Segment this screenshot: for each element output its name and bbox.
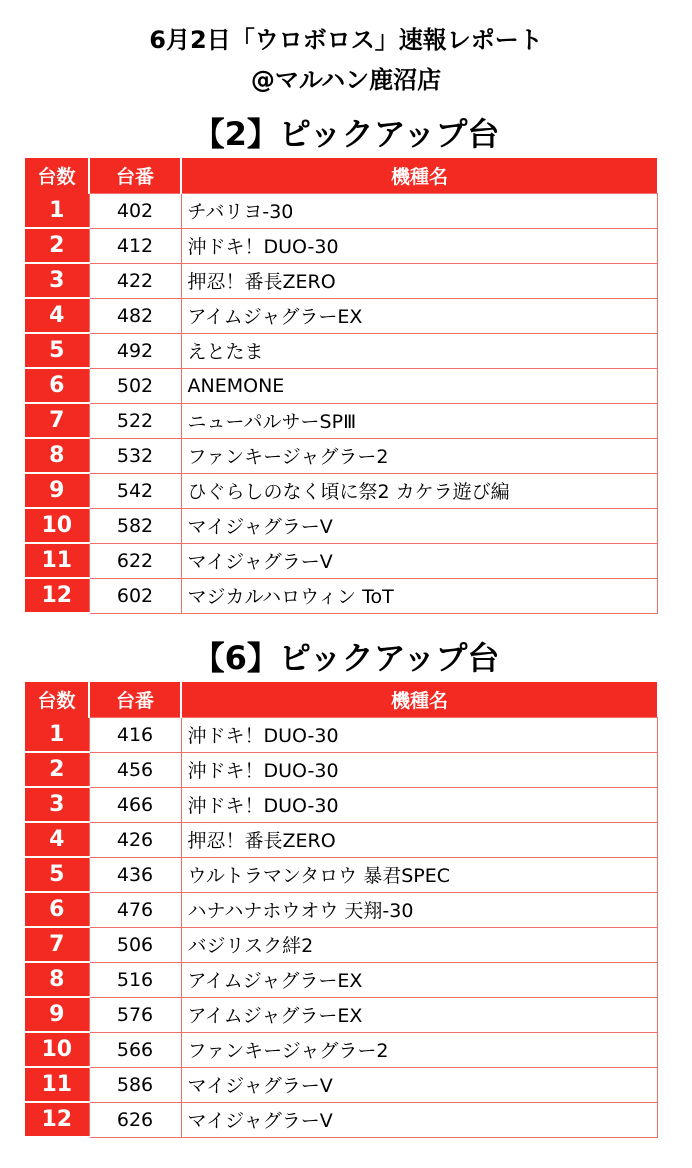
- machine-number-cell: 456: [89, 752, 181, 787]
- report-title: 6月2日「ウロボロス」速報レポート: [149, 26, 543, 54]
- rank-cell: 6: [25, 892, 89, 927]
- header-model: 機種名: [181, 158, 657, 193]
- machine-number-cell: 622: [89, 543, 181, 578]
- machine-number-cell: 522: [89, 403, 181, 438]
- machine-number-cell: 436: [89, 857, 181, 892]
- rank-cell: 7: [25, 927, 89, 962]
- table-row: [25, 857, 657, 892]
- model-name-cell: ウルトラマンタロウ 暴君SPEC: [181, 857, 657, 892]
- table-row: [25, 193, 657, 228]
- table-row: [25, 438, 657, 473]
- model-name-cell: ANEMONE: [181, 368, 657, 403]
- rank-cell: 1: [25, 193, 89, 228]
- machine-number-cell: 492: [89, 333, 181, 368]
- rank-cell: 8: [25, 438, 89, 473]
- table-header-row: [25, 682, 657, 717]
- model-name-cell: マイジャグラーV: [181, 1067, 657, 1102]
- machine-number-cell: 466: [89, 787, 181, 822]
- table-row: [25, 228, 657, 263]
- table-row: [25, 368, 657, 403]
- model-name-cell: ニューパルサーSPⅢ: [181, 403, 657, 438]
- machine-number-cell: 412: [89, 228, 181, 263]
- model-name-cell: マイジャグラーV: [181, 543, 657, 578]
- machine-number-cell: 576: [89, 997, 181, 1032]
- machine-number-cell: 542: [89, 473, 181, 508]
- header-machine: 台番: [89, 682, 181, 717]
- model-name-cell: 沖ドキ！DUO-30: [181, 228, 657, 263]
- rank-cell: 10: [25, 1032, 89, 1067]
- table-row: [25, 822, 657, 857]
- rank-cell: 2: [25, 228, 89, 263]
- rank-cell: 8: [25, 962, 89, 997]
- header-rank: 台数: [25, 682, 89, 717]
- model-name-cell: ファンキージャグラー2: [181, 1032, 657, 1067]
- table-row: [25, 1067, 657, 1102]
- model-name-cell: チバリヨ-30: [181, 193, 657, 228]
- table-row: [25, 787, 657, 822]
- table-row: [25, 333, 657, 368]
- table-row: [25, 962, 657, 997]
- rank-cell: 9: [25, 473, 89, 508]
- model-name-cell: ハナハナホウオウ 天翔-30: [181, 892, 657, 927]
- machine-number-cell: 402: [89, 193, 181, 228]
- model-name-cell: 押忍！番長ZERO: [181, 822, 657, 857]
- table-row: [25, 1032, 657, 1067]
- model-name-cell: バジリスク絆2: [181, 927, 657, 962]
- rank-cell: 5: [25, 333, 89, 368]
- rank-cell: 1: [25, 717, 89, 752]
- table-body-2: [25, 193, 657, 613]
- model-name-cell: 押忍！番長ZERO: [181, 263, 657, 298]
- table-row: [25, 473, 657, 508]
- table-row: [25, 1102, 657, 1137]
- model-name-cell: えとたま: [181, 333, 657, 368]
- machine-number-cell: 582: [89, 508, 181, 543]
- header-model: 機種名: [181, 682, 657, 717]
- model-name-cell: アイムジャグラーEX: [181, 997, 657, 1032]
- pickup-table-2: [25, 158, 658, 614]
- machine-number-cell: 586: [89, 1067, 181, 1102]
- table-row: [25, 717, 657, 752]
- machine-number-cell: 516: [89, 962, 181, 997]
- machine-number-cell: 506: [89, 927, 181, 962]
- model-name-cell: アイムジャグラーEX: [181, 298, 657, 333]
- machine-number-cell: 502: [89, 368, 181, 403]
- table-row: [25, 543, 657, 578]
- table-row: [25, 403, 657, 438]
- table-row: [25, 578, 657, 613]
- table-header-row: [25, 158, 657, 193]
- model-name-cell: 沖ドキ！DUO-30: [181, 717, 657, 752]
- section-title-2: 【2】ピックアップ台: [192, 115, 500, 153]
- machine-number-cell: 626: [89, 1102, 181, 1137]
- header-machine: 台番: [89, 158, 181, 193]
- rank-cell: 3: [25, 787, 89, 822]
- rank-cell: 12: [25, 578, 89, 613]
- table-row: [25, 752, 657, 787]
- model-name-cell: 沖ドキ！DUO-30: [181, 752, 657, 787]
- table-row: [25, 298, 657, 333]
- rank-cell: 9: [25, 997, 89, 1032]
- rank-cell: 2: [25, 752, 89, 787]
- rank-cell: 10: [25, 508, 89, 543]
- rank-cell: 7: [25, 403, 89, 438]
- machine-number-cell: 422: [89, 263, 181, 298]
- table-row: [25, 263, 657, 298]
- machine-number-cell: 426: [89, 822, 181, 857]
- section-title-6: 【6】ピックアップ台: [192, 639, 500, 677]
- rank-cell: 5: [25, 857, 89, 892]
- pickup-table-6: [25, 682, 658, 1138]
- table-row: [25, 892, 657, 927]
- rank-cell: 11: [25, 1067, 89, 1102]
- model-name-cell: アイムジャグラーEX: [181, 962, 657, 997]
- store-name: @マルハン鹿沼店: [250, 66, 442, 94]
- rank-cell: 4: [25, 822, 89, 857]
- rank-cell: 12: [25, 1102, 89, 1137]
- header-rank: 台数: [25, 158, 89, 193]
- table-row: [25, 927, 657, 962]
- model-name-cell: ひぐらしのなく頃に祭2 カケラ遊び編: [181, 473, 657, 508]
- table-row: [25, 508, 657, 543]
- model-name-cell: マイジャグラーV: [181, 508, 657, 543]
- machine-number-cell: 416: [89, 717, 181, 752]
- machine-number-cell: 476: [89, 892, 181, 927]
- machine-number-cell: 482: [89, 298, 181, 333]
- rank-cell: 6: [25, 368, 89, 403]
- machine-number-cell: 532: [89, 438, 181, 473]
- rank-cell: 11: [25, 543, 89, 578]
- table-row: [25, 997, 657, 1032]
- model-name-cell: 沖ドキ！DUO-30: [181, 787, 657, 822]
- rank-cell: 3: [25, 263, 89, 298]
- model-name-cell: マジカルハロウィン ToT: [181, 578, 657, 613]
- machine-number-cell: 602: [89, 578, 181, 613]
- table-body-6: [25, 717, 657, 1137]
- model-name-cell: マイジャグラーV: [181, 1102, 657, 1137]
- model-name-cell: ファンキージャグラー2: [181, 438, 657, 473]
- machine-number-cell: 566: [89, 1032, 181, 1067]
- rank-cell: 4: [25, 298, 89, 333]
